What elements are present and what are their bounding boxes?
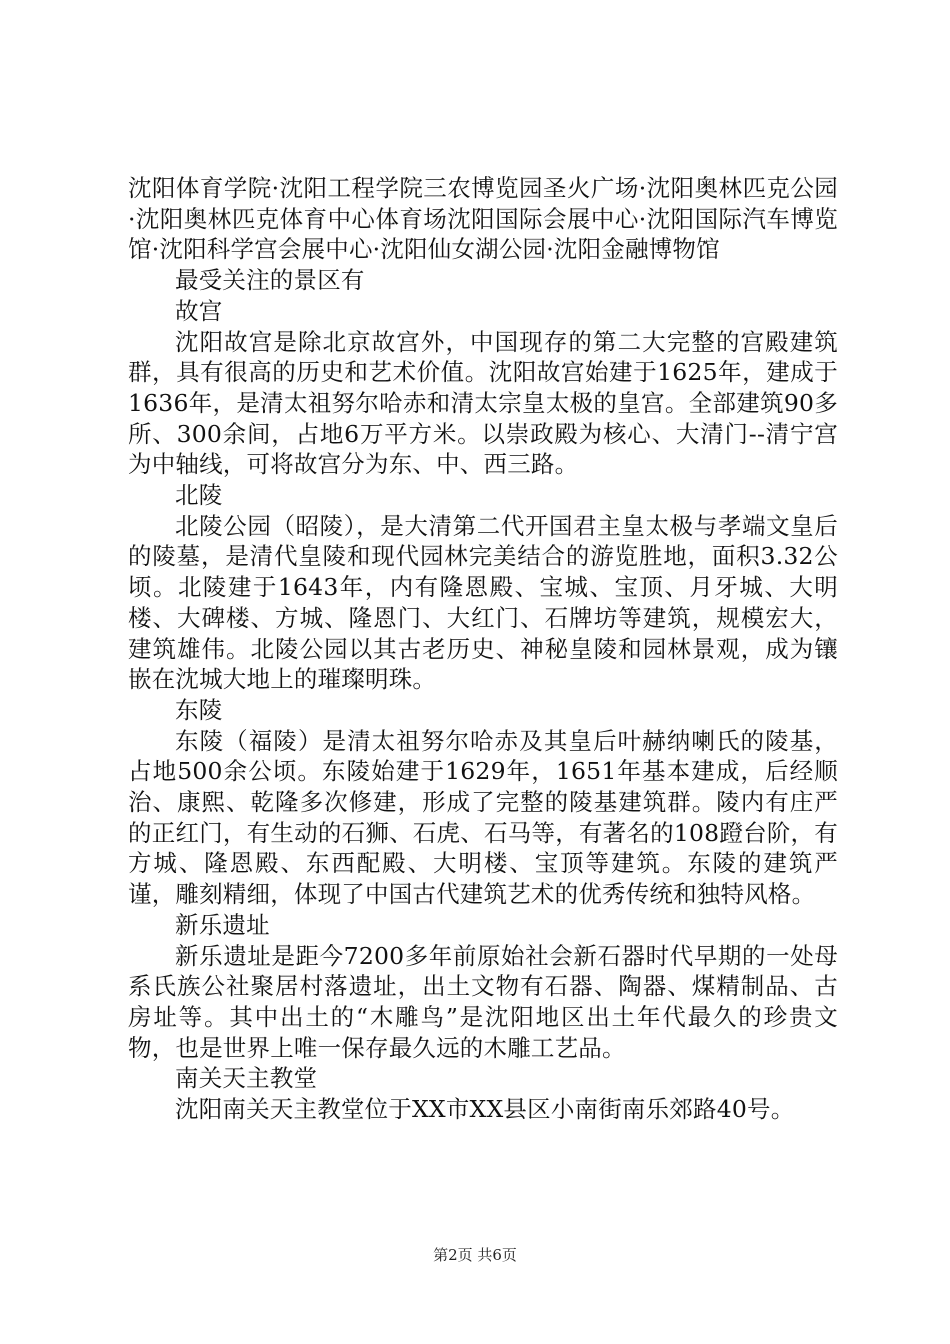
page-number-label: 第2页 共6页 (433, 1246, 517, 1264)
paragraph-gugong: 沈阳故宫是除北京故宫外，中国现存的第二大完整的宫殿建筑群，具有很高的历史和艺术价值。沈阳故宫始建于1625年，建成于1636年，是清太祖努尔哈赤和清太宗皇太极的皇宫。全部建筑90多所、300余间，占地6万平方米。以崇政殿为核心、大清门--清宁宫为中轴线，可将故宫分为东、中、西三路。 (128, 327, 838, 479)
paragraph-nanguan: 沈阳南关天主教堂位于XX市XX县区小南街南乐郊路40号。 (175, 1095, 795, 1124)
heading-xinle: 新乐遗址 (175, 910, 270, 939)
heading-gugong: 故宫 (175, 296, 223, 325)
document-body (128, 173, 838, 1125)
heading-dongling: 东陵 (175, 695, 223, 724)
paragraph-venue-list: 沈阳体育学院·沈阳工程学院三农博览园圣火广场·沈阳奥林匹克公园·沈阳奥林匹克体育中心体育场沈阳国际会展中心·沈阳国际汽车博览馆·沈阳科学宫会展中心·沈阳仙女湖公园·沈阳金融博物馆 (128, 174, 838, 264)
page-footer (0, 1244, 950, 1265)
paragraph-beiling: 北陵公园（昭陵），是大清第二代开国君主皇太极与孝端文皇后的陵墓，是清代皇陵和现代园林完美结合的游览胜地，面积3.32公顷。北陵建于1643年，内有隆恩殿、宝城、宝顶、月牙城、大明楼、大碑楼、方城、隆恩门、大红门、石牌坊等建筑，规模宏大，建筑雄伟。北陵公园以其古老历史、神秘皇陵和园林景观，成为镶嵌在沈城大地上的璀璨明珠。 (128, 511, 838, 694)
heading-beiling: 北陵 (175, 481, 223, 510)
paragraph-intro: 最受关注的景区有 (175, 266, 365, 295)
paragraph-xinle: 新乐遗址是距今7200多年前原始社会新石器时代早期的一处母系氏族公社聚居村落遗址，出土文物有石器、陶器、煤精制品、古房址等。其中出土的“木雕鸟”是沈阳地区出土年代最久的珍贵文物，也是世界上唯一保存最久远的木雕工艺品。 (128, 941, 838, 1062)
paragraph-dongling: 东陵（福陵）是清太祖努尔哈赤及其皇后叶赫纳喇氏的陵基，占地500余公顷。东陵始建于1629年，1651年基本建成，后经顺治、康熙、乾隆多次修建，形成了完整的陵基建筑群。陵内有庄严的正红门，有生动的石狮、石虎、石马等，有著名的108蹬台阶，有方城、隆恩殿、东西配殿、大明楼、宝顶等建筑。东陵的建筑严谨，雕刻精细，体现了中国古代建筑艺术的优秀传统和独特风格。 (128, 726, 838, 909)
heading-nanguan: 南关天主教堂 (175, 1064, 318, 1093)
